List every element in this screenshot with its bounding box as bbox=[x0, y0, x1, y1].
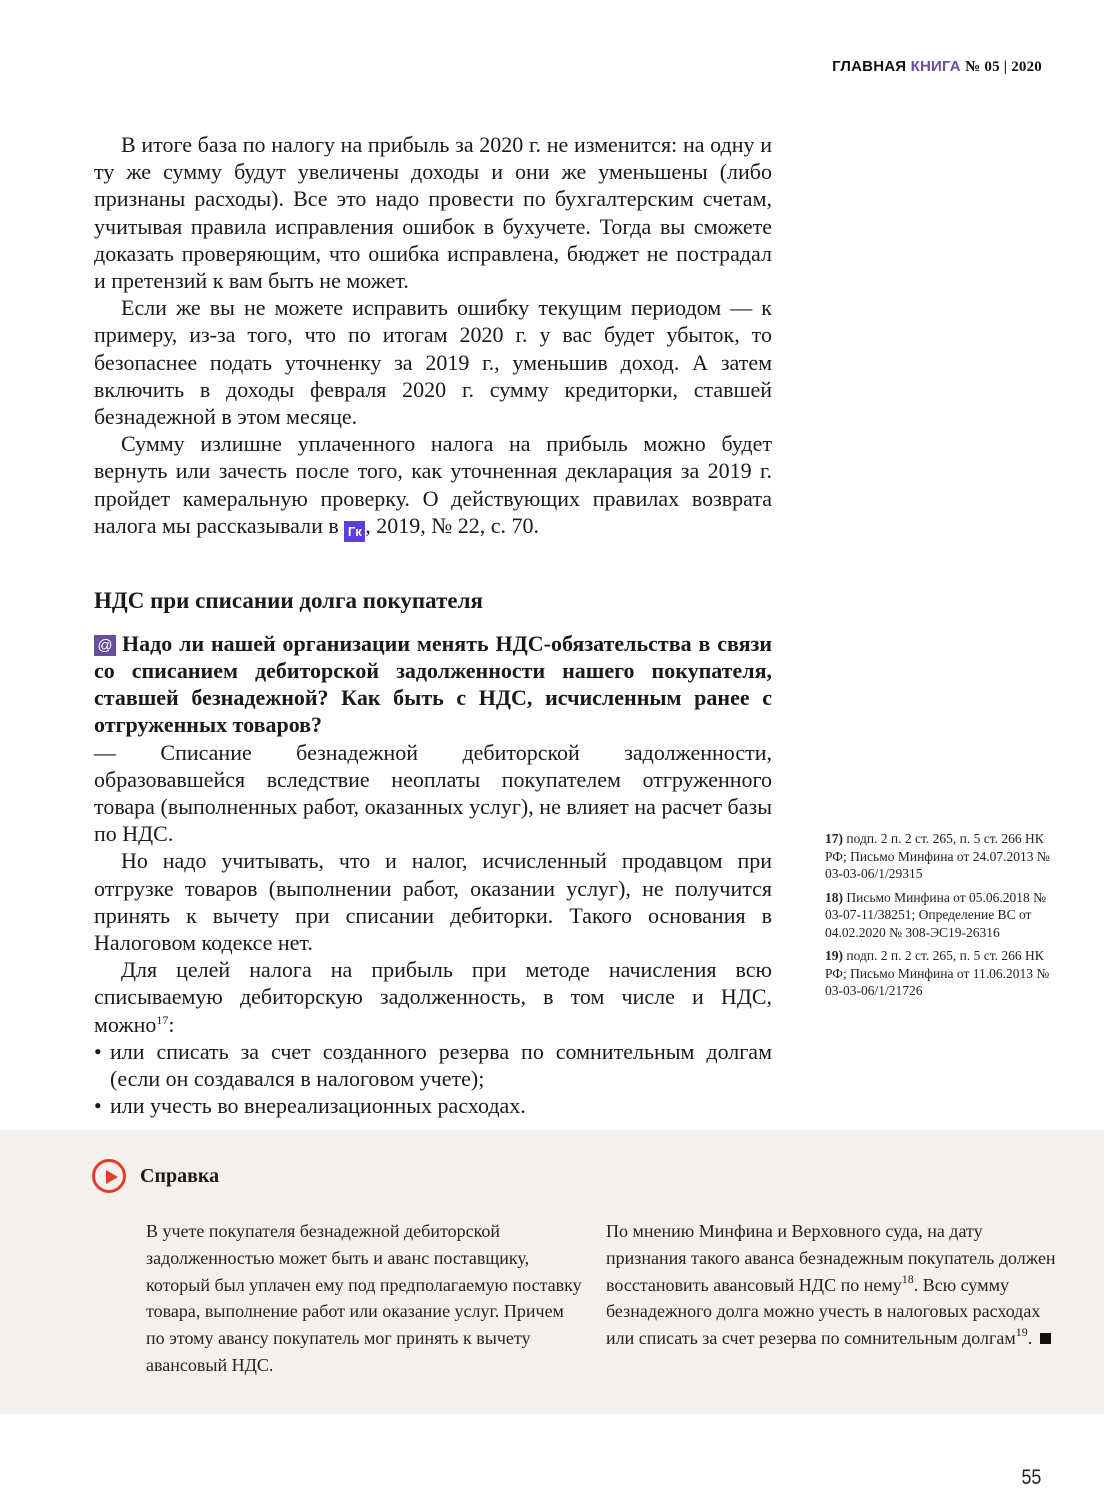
footnote-ref[interactable]: 17 bbox=[156, 1012, 169, 1027]
footnote-ref[interactable]: 18 bbox=[901, 1271, 914, 1286]
reference-header bbox=[92, 1156, 219, 1196]
scalloped-edge bbox=[0, 1125, 1104, 1135]
section-title: НДС при списании долга покупателя bbox=[94, 587, 483, 613]
running-header bbox=[832, 58, 1042, 76]
paragraph: Но надо учитывать, что и налог, исчисленный продавцом при отгрузке товаров (выполнении работ, оказании услуг), не получится принять к вычету при списании дебиторки. Такого основания в Налоговом кодексе нет. bbox=[94, 848, 772, 956]
answer-paragraph: — Списание безнадежной дебиторской задолженности, образовавшейся вследствие неоплаты покупателем отгруженного товара (выполненных работ, оказанных услуг), не влияет на расчет базы по НДС. bbox=[94, 739, 772, 847]
bullet-list bbox=[94, 1038, 772, 1120]
paragraph-refund: Сумму излишне уплаченного налога на прибыль можно будет вернуть или зачесть после того, как уточненная декларация за 2019 г. пройдет камеральную проверку. О действующих правилах возврата налога мы рассказывали в Гк , 2019, № 22, с. 70. bbox=[94, 430, 772, 542]
paragraph-profit-tax: Для целей налога на прибыль при методе начисления всю списываемую дебиторскую задолженность, в том числе и НДС, можно$^{17}$: bbox=[94, 957, 772, 1037]
paragraph: Если же вы не можете исправить ошибку текущим периодом — к примеру, из-за того, что по итогам 2020 г. у вас будет убыток, то безопаснее подать уточненку за 2019 г., уменьшив доход. А затем включить в доходы февраля 2020 г. сумму кредиторки, ставшей безнадежной в этом месяце. bbox=[94, 295, 772, 430]
reference-title: Справка bbox=[140, 1164, 220, 1187]
magazine-reference: , 2019, № 22, с. 70. bbox=[365, 512, 540, 538]
list-item: • или учесть во внереализационных расходах. bbox=[94, 1092, 772, 1119]
reference-box bbox=[0, 1130, 1104, 1414]
issue-number: № 05 | 2020 bbox=[965, 59, 1042, 75]
reader-question: @ Надо ли нашей организации менять НДС-обязательства в связи со списанием дебиторской задолженности нашего покупателя, ставшей безнадежной? Как быть с НДС, исчисленным ранее с отгруженных товаров? bbox=[94, 630, 772, 738]
footnote-ref[interactable]: 19 bbox=[1015, 1325, 1028, 1340]
end-of-article-icon bbox=[1040, 1333, 1051, 1344]
page-number: 55 bbox=[1021, 1466, 1041, 1489]
footnote-19: 19) подп. 2 п. 2 ст. 265, п. 5 ст. 266 НК РФ; Письмо Минфина от 11.06.2013 № 03-03-06/1/21726 bbox=[825, 948, 1050, 998]
footnote-18: 18) Письмо Минфина от 05.06.2018 № 03-07-11/38251; Определение ВС от 04.02.2020 № 308-ЭС19-26316 bbox=[825, 889, 1047, 940]
brand-name-part2: КНИГА bbox=[910, 58, 961, 75]
footnote-17: 17) подп. 2 п. 2 ст. 265, п. 5 ст. 266 НК РФ; Письмо Минфина от 24.07.2013 № 03-03-06/1/29315 bbox=[825, 831, 1050, 881]
reference-right-column: По мнению Минфина и Верховного суда, на дату признания такого аванса безнадежным покупатель должен восстановить авансовый НДС по нему$^{18}$. Всю сумму безнадежного долга можно учесть в налоговых расходах или списать за счет резерва по сомнительным долгам$^{19}$. bbox=[606, 1221, 1056, 1349]
reference-left-column: В учете покупателя безнадежной дебиторской задолженностью может быть и аванс поставщику, который был уплачен ему под предполагаемую поставку товара, выполнение работ или оказание услуг. Причем по этому авансу покупатель мог принять к вычету авансовый НДС. bbox=[146, 1221, 582, 1375]
email-question-icon: @ bbox=[94, 635, 116, 656]
article-body bbox=[94, 131, 772, 1120]
glavkniga-logo-icon[interactable]: Гк bbox=[344, 521, 365, 542]
paragraph: В итоге база по налогу на прибыль за 2020 г. не изменится: на одну и ту же сумму будут увеличены доходы и они же уменьшены (либо признаны расходы). Все это надо провести по бухгалтерским счетам, учитывая правила исправления ошибок в бухучете. Тогда вы сможете доказать проверяющим, что ошибка исправлена, бюджет не пострадал и претензий к вам быть не может. bbox=[94, 132, 772, 294]
sidebar-footnotes bbox=[825, 830, 1050, 1006]
list-item: • или списать за счет созданного резерва по сомнительным долгам (если он создавался в налоговом учете); bbox=[94, 1038, 772, 1092]
play-icon bbox=[92, 1159, 126, 1193]
brand-name-part1: ГЛАВНАЯ bbox=[832, 58, 907, 75]
